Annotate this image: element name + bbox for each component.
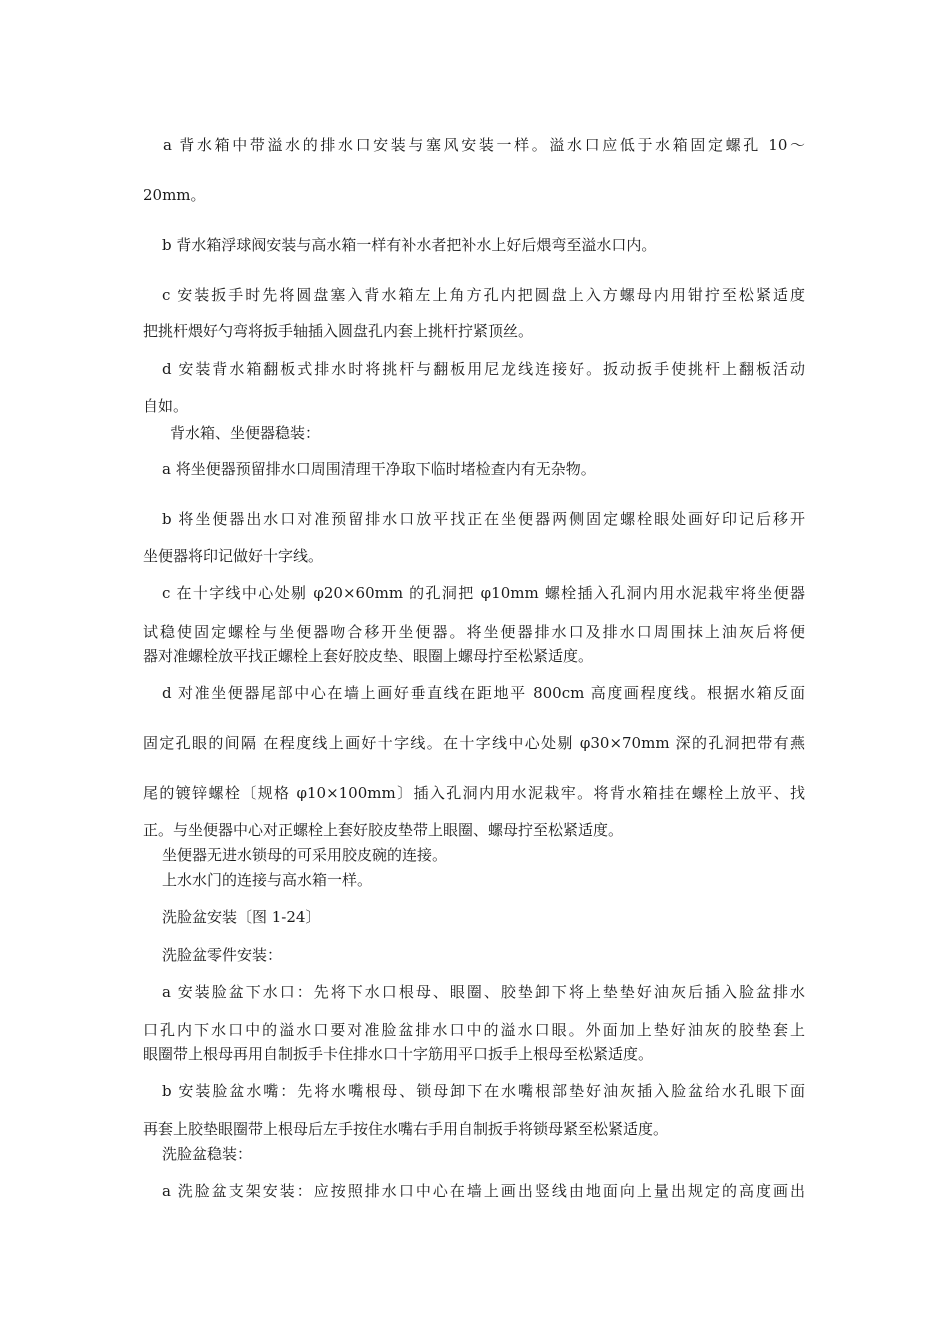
text-line: 口孔内下水口中的溢水口要对准脸盆排水口中的溢水口眼。外面加上垫好油灰的胶垫套上 bbox=[143, 1021, 805, 1039]
text-line: 坐便器将印记做好十字线。 bbox=[143, 547, 324, 565]
text-line: a 将坐便器预留排水口周围清理干净取下临时堵检查内有无杂物。 bbox=[162, 460, 596, 478]
text-line: 固定孔眼的间隔 在程度线上画好十字线。在十字线中心处剔 φ30×70mm 深的孔洞把带有燕 bbox=[143, 734, 805, 752]
text-line: 坐便器无进水锁母的可采用胶皮碗的连接。 bbox=[162, 846, 448, 864]
text-line: a 安装脸盆下水口：先将下水口根母、眼圈、胶垫卸下将上垫垫好油灰后插入脸盆排水 bbox=[162, 983, 805, 1001]
text-line: 洗脸盆安装〔图 1-24〕 bbox=[162, 908, 321, 926]
text-line: b 背水箱浮球阀安装与高水箱一样有补水者把补水上好后煨弯至溢水口内。 bbox=[162, 236, 657, 254]
text-line: d 对准坐便器尾部中心在墙上画好垂直线在距地平 800cm 高度画程度线。根据水箱反面 bbox=[162, 684, 805, 702]
text-line: d 安装背水箱翻板式排水时将挑杆与翻板用尼龙线连接好。扳动扳手使挑杆上翻板活动 bbox=[162, 360, 805, 378]
text-line: 正。与坐便器中心对正螺栓上套好胶皮垫带上眼圈、螺母拧至松紧适度。 bbox=[143, 821, 624, 839]
text-line: 眼圈带上根母再用自制扳手卡住排水口十字筋用平口扳手上根母至松紧适度。 bbox=[143, 1045, 654, 1063]
text-line: 背水箱、坐便器稳装： bbox=[170, 424, 321, 442]
text-line: 自如。 bbox=[143, 397, 189, 415]
text-line: a 背水箱中带溢水的排水口安装与塞风安装一样。溢水口应低于水箱固定螺孔 10～ bbox=[163, 136, 805, 154]
text-line: 洗脸盆零件安装： bbox=[162, 946, 283, 964]
text-line: b 安装脸盆水嘴：先将水嘴根母、锁母卸下在水嘴根部垫好油灰插入脸盆给水孔眼下面 bbox=[162, 1082, 805, 1100]
text-line: 试稳使固定螺栓与坐便器吻合移开坐便器。将坐便器排水口及排水口周围抹上油灰后将便 bbox=[143, 623, 805, 641]
text-line: 再套上胶垫眼圈带上根母后左手按住水嘴右手用自制扳手将锁母紧至松紧适度。 bbox=[143, 1120, 669, 1138]
text-line: b 将坐便器出水口对准预留排水口放平找正在坐便器两侧固定螺栓眼处画好印记后移开 bbox=[162, 510, 805, 528]
text-line: 上水水门的连接与高水箱一样。 bbox=[162, 871, 373, 889]
text-line: c 在十字线中心处剔 φ20×60mm 的孔洞把 φ10mm 螺栓插入孔洞内用水泥栽牢将坐便器 bbox=[162, 584, 805, 602]
text-line: 把挑杆煨好勺弯将扳手轴插入圆盘孔内套上挑杆拧紧顶丝。 bbox=[143, 322, 534, 340]
text-line: 20mm。 bbox=[143, 186, 206, 204]
text-line: 器对准螺栓放平找正螺栓上套好胶皮垫、眼圈上螺母拧至松紧适度。 bbox=[143, 647, 594, 665]
text-line: 洗脸盆稳装： bbox=[162, 1145, 253, 1163]
text-line: c 安装扳手时先将圆盘塞入背水箱左上角方孔内把圆盘上入方螺母内用钳拧至松紧适度 bbox=[162, 286, 805, 304]
text-line: 尾的镀锌螺栓〔规格 φ10×100mm〕插入孔洞内用水泥栽牢。将背水箱挂在螺栓上放平、找 bbox=[143, 784, 805, 802]
text-line: a 洗脸盆支架安装：应按照排水口中心在墙上画出竖线由地面向上量出规定的高度画出 bbox=[162, 1182, 805, 1200]
